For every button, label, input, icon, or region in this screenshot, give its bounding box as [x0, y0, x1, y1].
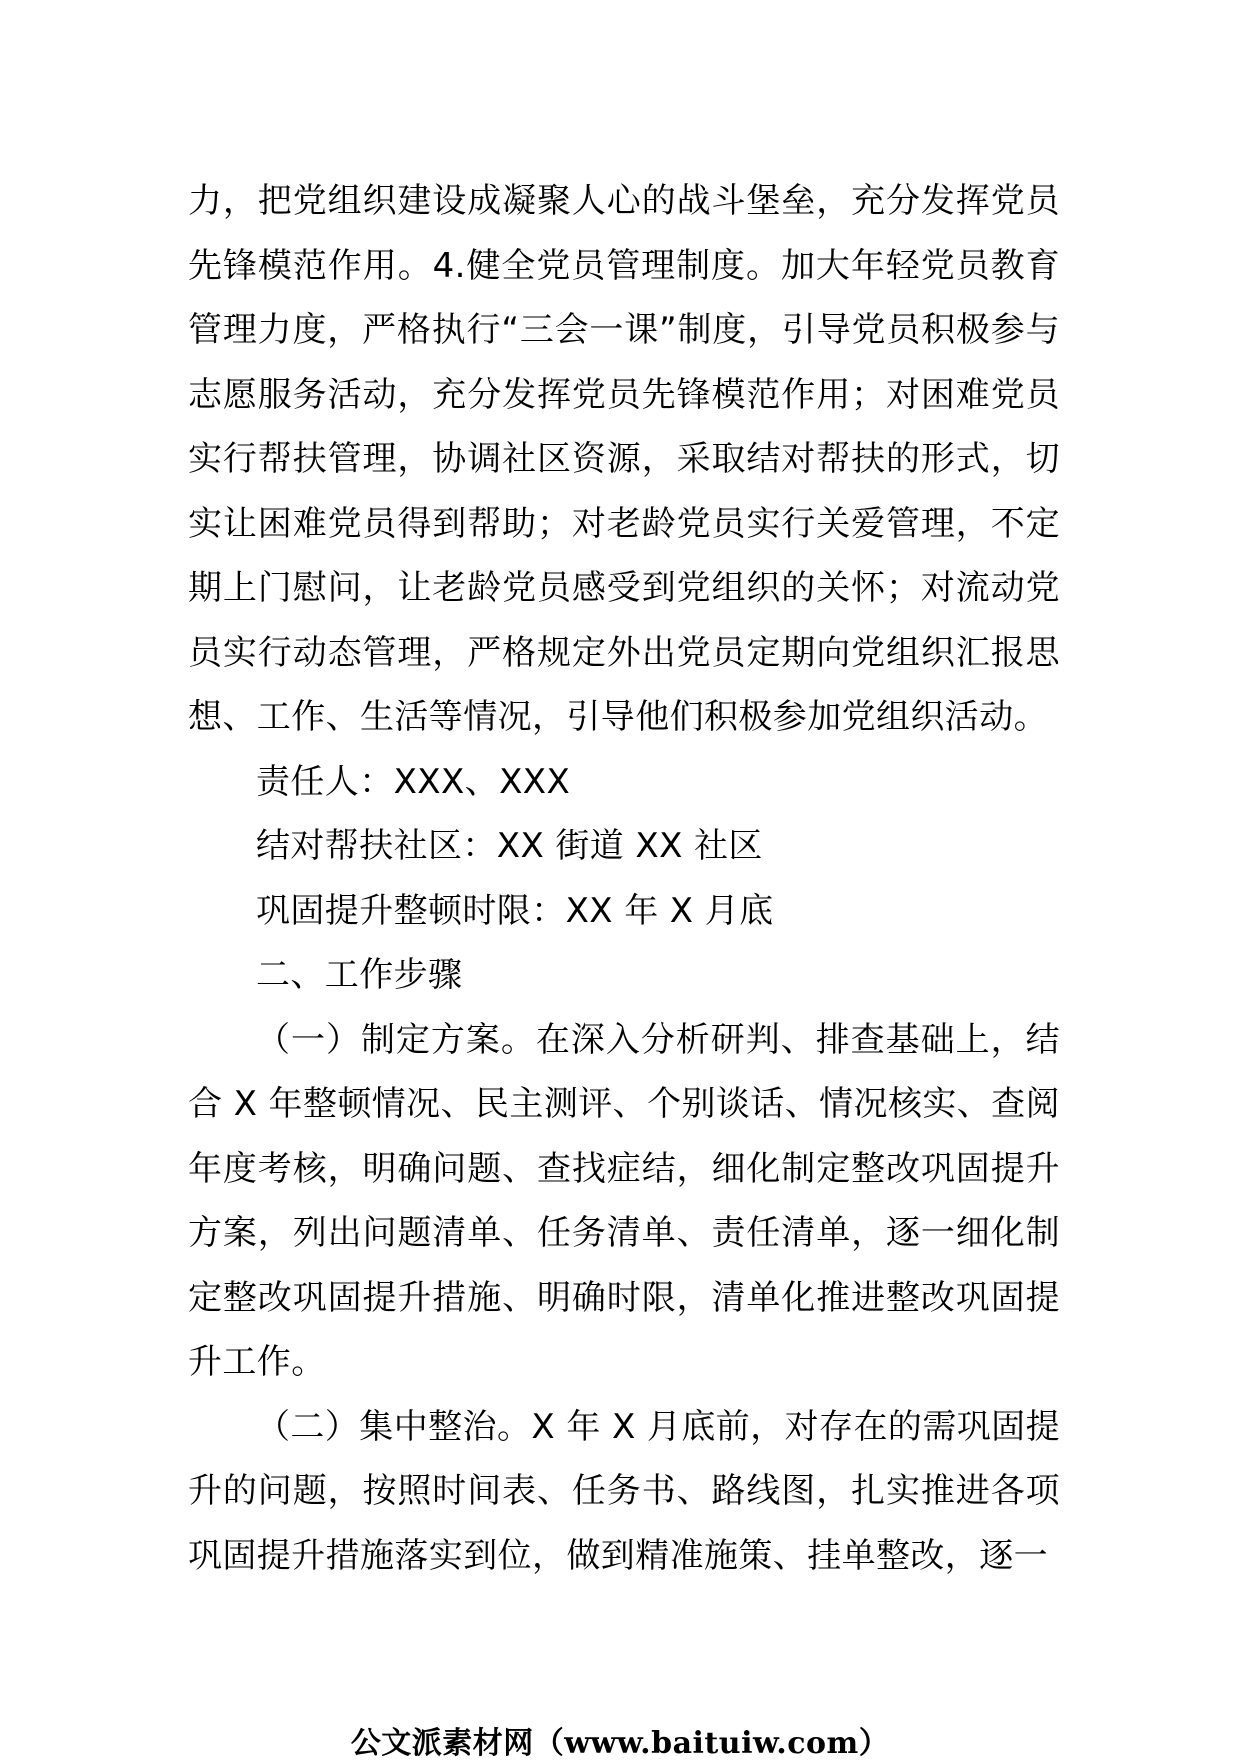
document-body	[188, 169, 1060, 1588]
section-heading: 二、工作步骤	[256, 955, 463, 995]
paragraph-continuation: 力，把党组织建设成凝聚人心的战斗堡垒，充分发挥党员先锋模范作用。4.健全党员管理制度。加大年轻党员教育管理力度，严格执行“三会一课”制度，引导党员积极参与志愿服务活动，充分发挥党员先锋模范作用；对困难党员实行帮扶管理，协调社区资源，采取结对帮扶的形式，切实让困难党员得到帮助；对老龄党员实行关爱管理，不定期上门慰问，让老龄党员感受到党组织的关怀；对流动党员实行动态管理，严格规定外出党员定期向党组织汇报思想、工作、生活等情况，引导他们积极参加党组织活动。	[188, 181, 1060, 737]
paragraph-step-2: （二）集中整治。X 年 X 月底前，对存在的需巩固提升的问题，按照时间表、任务书、路线图，扎实推进各项巩固提升措施落实到位，做到精准施策、挂单整改，逐一	[188, 1406, 1060, 1576]
deadline-line: 巩固提升整顿时限：XX 年 X 月底	[256, 890, 774, 931]
paragraph-step-1: （一）制定方案。在深入分析研判、排查基础上，结合 X 年整顿情况、民主测评、个别谈话、情况核实、查阅年度考核，明确问题、查找症结，细化制定整改巩固提升方案，列出问题清单、任务清单、责任清单，逐一细化制定整改巩固提升措施、明确时限，清单化推进整改巩固提升工作。	[188, 1019, 1060, 1382]
footer-watermark: 公文派素材网（www.baituiw.com）	[350, 1726, 890, 1761]
responsible-person-line: 责任人：XXX、XXX	[256, 761, 571, 802]
paired-community-line: 结对帮扶社区：XX 街道 XX 社区	[256, 826, 763, 866]
